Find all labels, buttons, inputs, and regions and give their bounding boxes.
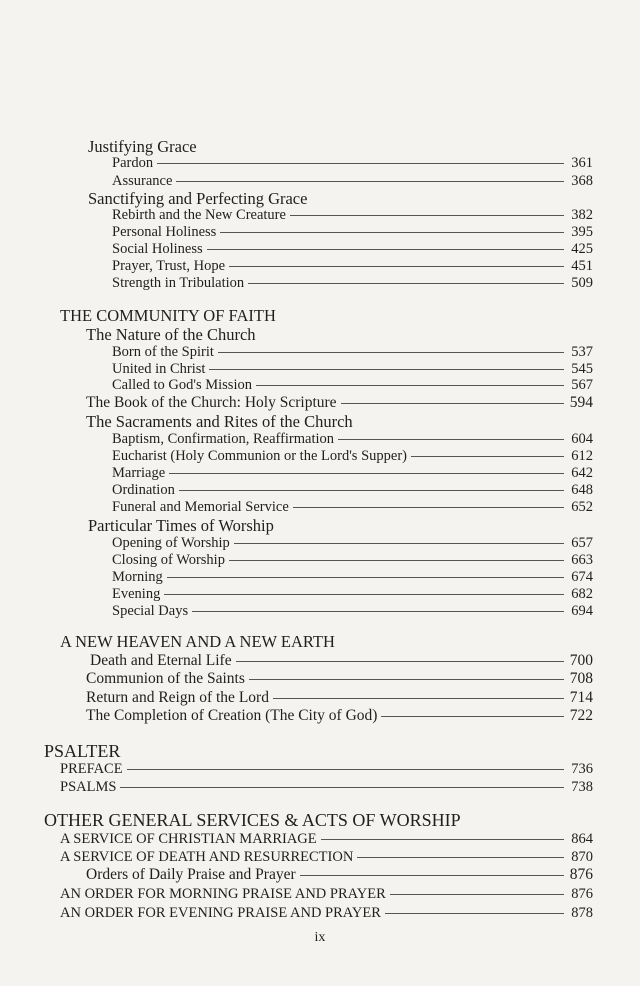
- toc-entry[interactable]: [86, 394, 593, 412]
- toc-entry-page: 657: [571, 535, 593, 551]
- leader-line: [176, 181, 564, 182]
- toc-entry[interactable]: [112, 551, 593, 569]
- leader-line: [169, 473, 564, 474]
- toc-entry-page: 736: [571, 761, 593, 777]
- toc-entry-page: 395: [571, 224, 593, 240]
- toc-entry-page: 382: [571, 207, 593, 223]
- toc-entry-page: 612: [571, 448, 593, 464]
- toc-entry-page: 451: [571, 258, 593, 274]
- leader-line: [321, 839, 564, 840]
- toc-entry-page: 876: [569, 866, 593, 883]
- toc-entry[interactable]: [60, 760, 593, 778]
- toc-entry[interactable]: [112, 602, 593, 620]
- toc-entry-title: Eucharist (Holy Communion or the Lord's Supper): [112, 448, 407, 464]
- leader-line: [236, 661, 564, 662]
- leader-line: [167, 577, 564, 578]
- toc-heading: The Nature of the Church: [86, 325, 256, 344]
- leader-line: [220, 232, 564, 233]
- toc-entry-page: 708: [569, 670, 593, 687]
- toc-entry-page: 714: [569, 689, 593, 706]
- toc-entry[interactable]: [86, 689, 593, 707]
- toc-entry-title: Prayer, Trust, Hope: [112, 258, 226, 274]
- leader-line: [209, 369, 564, 370]
- toc-entry-title: Orders of Daily Praise and Prayer: [86, 866, 296, 883]
- toc-entry-title: PSALMS: [60, 779, 117, 795]
- toc-entry[interactable]: [60, 830, 593, 848]
- toc-entry[interactable]: [90, 652, 593, 670]
- leader-line: [157, 163, 564, 164]
- toc-entry-title: A SERVICE OF DEATH AND RESURRECTION: [60, 849, 354, 865]
- toc-entry-title: Baptism, Confirmation, Reaffirmation: [112, 431, 335, 447]
- leader-line: [411, 456, 564, 457]
- leader-line: [229, 560, 564, 561]
- toc-entry-title: Closing of Worship: [112, 552, 225, 568]
- toc-heading: The Sacraments and Rites of the Church: [86, 412, 353, 431]
- toc-entry-title: Death and Eternal Life: [90, 652, 232, 669]
- toc-section-heading: A NEW HEAVEN AND A NEW EARTH: [60, 632, 335, 651]
- toc-entry-title: Social Holiness: [112, 241, 203, 257]
- toc-entry[interactable]: [112, 568, 593, 586]
- toc-entry[interactable]: [60, 778, 593, 796]
- toc-entry-page: 878: [571, 905, 593, 921]
- toc-entry-title: The Book of the Church: Holy Scripture: [86, 394, 337, 411]
- toc-entry-page: 682: [571, 586, 593, 602]
- toc-entry[interactable]: [112, 430, 593, 448]
- toc-entry-page: 876: [571, 886, 593, 902]
- toc-entry[interactable]: [112, 481, 593, 499]
- toc-entry-title: Personal Holiness: [112, 224, 217, 240]
- toc-entry-page: 425: [571, 241, 593, 257]
- toc-entry[interactable]: [112, 257, 593, 275]
- toc-entry-page: 594: [569, 394, 593, 411]
- leader-line: [249, 679, 564, 680]
- leader-line: [357, 857, 564, 858]
- toc-entry[interactable]: [60, 904, 593, 922]
- toc-entry-title: The Completion of Creation (The City of God): [86, 707, 378, 724]
- toc-entry[interactable]: [112, 447, 593, 465]
- leader-line: [248, 283, 564, 284]
- toc-entry-page: 361: [571, 155, 593, 171]
- leader-line: [338, 439, 564, 440]
- leader-line: [300, 875, 564, 876]
- toc-entry-page: 509: [571, 275, 593, 291]
- leader-line: [293, 507, 564, 508]
- toc-part-heading: OTHER GENERAL SERVICES & ACTS OF WORSHIP: [44, 810, 461, 830]
- toc-entry[interactable]: [112, 154, 593, 172]
- toc-entry[interactable]: [112, 534, 593, 552]
- toc-entry-page: 864: [571, 831, 593, 847]
- toc-entry-page: 722: [569, 707, 593, 724]
- toc-entry-page: 545: [571, 361, 593, 377]
- toc-entry[interactable]: [112, 498, 593, 516]
- toc-entry-page: 738: [571, 779, 593, 795]
- toc-entry-title: Opening of Worship: [112, 535, 230, 551]
- toc-section-heading: THE COMMUNITY OF FAITH: [60, 306, 276, 325]
- toc-entry[interactable]: [112, 206, 593, 224]
- leader-line: [381, 716, 564, 717]
- toc-entry[interactable]: [86, 670, 593, 688]
- leader-line: [192, 611, 564, 612]
- toc-entry-page: 567: [571, 377, 593, 393]
- toc-entry-title: Special Days: [112, 603, 189, 619]
- toc-entry-page: 700: [569, 652, 593, 669]
- toc-heading: Justifying Grace: [88, 137, 197, 156]
- leader-line: [341, 403, 564, 404]
- toc-entry-page: 648: [571, 482, 593, 498]
- leader-line: [390, 894, 564, 895]
- toc-entry[interactable]: [112, 464, 593, 482]
- toc-entry[interactable]: [86, 866, 593, 884]
- toc-entry[interactable]: [112, 172, 593, 190]
- toc-entry[interactable]: [112, 585, 593, 603]
- page-number: ix: [314, 930, 326, 945]
- toc-entry[interactable]: [112, 376, 593, 394]
- toc-entry-title: Strength in Tribulation: [112, 275, 245, 291]
- toc-entry-title: AN ORDER FOR EVENING PRAISE AND PRAYER: [60, 905, 381, 921]
- toc-entry[interactable]: [112, 240, 593, 258]
- toc-entry-page: 663: [571, 552, 593, 568]
- toc-entry[interactable]: [60, 848, 593, 866]
- leader-line: [256, 385, 564, 386]
- toc-entry-page: 368: [571, 173, 593, 189]
- toc-part-heading: PSALTER: [44, 741, 121, 761]
- leader-line: [234, 543, 564, 544]
- toc-entry-title: AN ORDER FOR MORNING PRAISE AND PRAYER: [60, 886, 386, 902]
- toc-entry-title: Ordination: [112, 482, 175, 498]
- toc-entry-page: 870: [571, 849, 593, 865]
- leader-line: [127, 769, 564, 770]
- leader-line: [385, 913, 564, 914]
- leader-line: [290, 215, 564, 216]
- toc-entry-title: Called to God's Mission: [112, 377, 252, 393]
- toc-entry-title: Assurance: [112, 173, 173, 189]
- toc-entry-page: 642: [571, 465, 593, 481]
- toc-entry-title: Communion of the Saints: [86, 670, 245, 687]
- toc-entry[interactable]: [112, 274, 593, 292]
- toc-entry-page: 604: [571, 431, 593, 447]
- leader-line: [120, 787, 564, 788]
- toc-entry-title: Return and Reign of the Lord: [86, 689, 269, 706]
- leader-line: [179, 490, 564, 491]
- toc-entry-page: 537: [571, 344, 593, 360]
- leader-line: [207, 249, 564, 250]
- toc-entry[interactable]: [112, 223, 593, 241]
- toc-entry-page: 694: [571, 603, 593, 619]
- toc-entry[interactable]: [112, 343, 593, 361]
- toc-entry[interactable]: [86, 707, 593, 725]
- toc-entry[interactable]: [60, 885, 593, 903]
- toc-entry-title: Marriage: [112, 465, 166, 481]
- toc-entry-page: 652: [571, 499, 593, 515]
- leader-line: [273, 698, 564, 699]
- leader-line: [218, 352, 564, 353]
- toc-entry-title: Pardon: [112, 155, 154, 171]
- toc-heading: Particular Times of Worship: [88, 516, 274, 535]
- toc-entry-title: Morning: [112, 569, 163, 585]
- toc-entry-page: 674: [571, 569, 593, 585]
- toc-entry-title: Rebirth and the New Creature: [112, 207, 286, 223]
- leader-line: [229, 266, 564, 267]
- toc-entry-title: PREFACE: [60, 761, 123, 777]
- toc-entry-title: United in Christ: [112, 361, 206, 377]
- toc-entry-title: Born of the Spirit: [112, 344, 214, 360]
- toc-entry-title: Funeral and Memorial Service: [112, 499, 289, 515]
- leader-line: [164, 594, 564, 595]
- toc-entry-title: Evening: [112, 586, 161, 602]
- toc-entry-title: A SERVICE OF CHRISTIAN MARRIAGE: [60, 831, 317, 847]
- toc-heading: Sanctifying and Perfecting Grace: [88, 189, 308, 208]
